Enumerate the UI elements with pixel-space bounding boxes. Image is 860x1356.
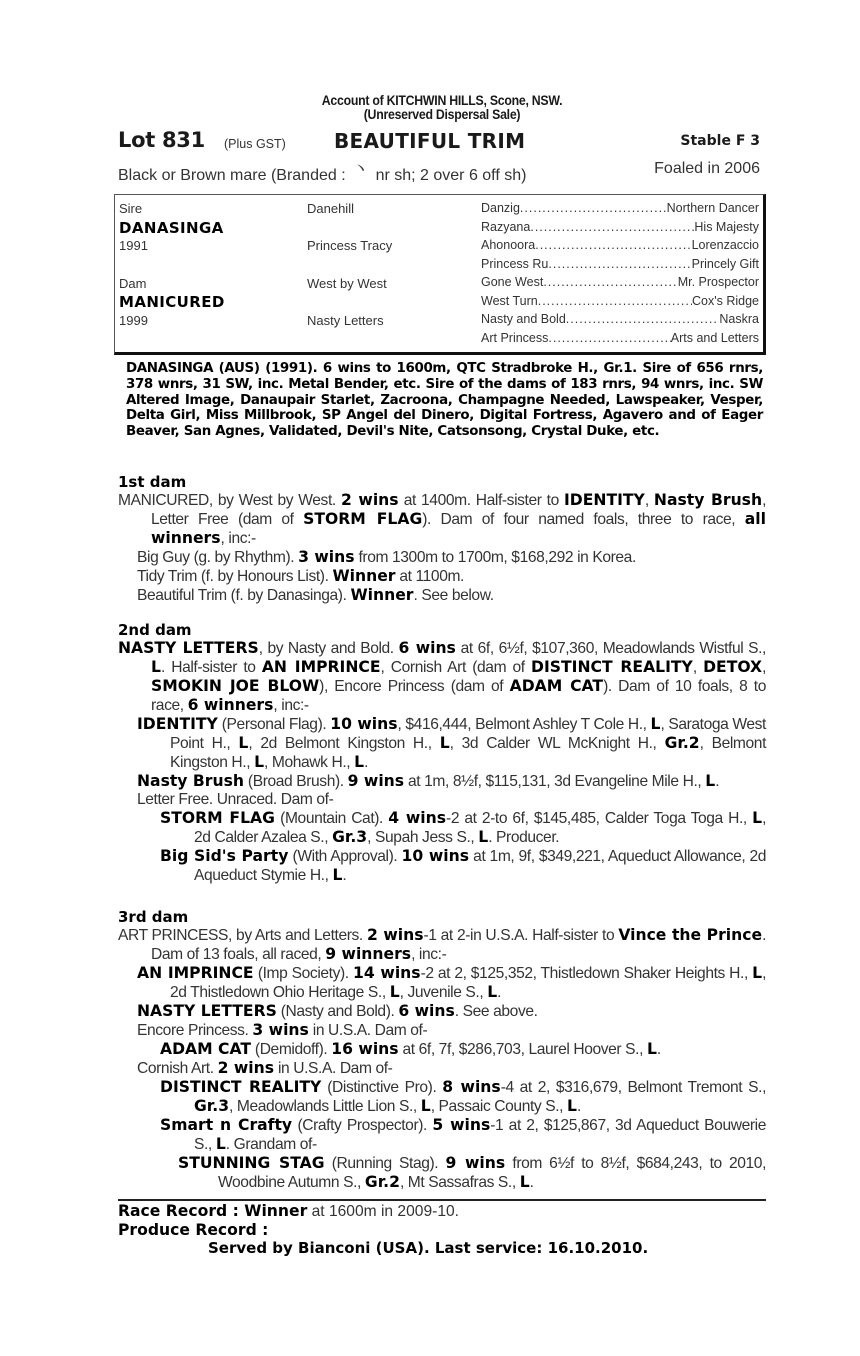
text: (Personal Flag).	[217, 716, 331, 733]
bold-text: L	[254, 753, 265, 771]
race-record-text: at 1600m in 2009-10.	[307, 1203, 459, 1220]
text: (Demidoff).	[250, 1041, 332, 1058]
text: , by Nasty and Bold.	[258, 640, 399, 657]
text: , 2d Thistledown Ohio Heritage S.,	[170, 965, 767, 1001]
text: , inc:-	[411, 946, 447, 963]
bold-text: Winner	[350, 586, 414, 604]
description-prefix: Black or Brown mare (Branded :	[118, 167, 346, 184]
text: (Broad Brush).	[243, 773, 348, 790]
horse-description	[118, 160, 766, 184]
ancestor-row: Nasty and Bold ..... Naskra	[481, 310, 761, 329]
text: , $416,444, Belmont Ashley T Cole H.,	[397, 716, 651, 733]
pedigree-paragraph	[118, 639, 766, 715]
bold-text: 3 wins	[252, 1021, 309, 1039]
foaled-year: Foaled in 2006	[654, 160, 760, 177]
bold-text: ADAM CAT	[160, 1040, 251, 1058]
bold-text: 3 wins	[298, 548, 355, 566]
bold-text: 10 wins	[401, 847, 469, 865]
pedigree-paragraph	[118, 1116, 766, 1154]
text: , Meadowlands Little Lion S.,	[229, 1098, 421, 1115]
section-divider	[118, 1199, 766, 1201]
pedigree-parents-column	[119, 200, 299, 330]
records-block	[118, 1202, 766, 1257]
pedigree-paragraph	[118, 491, 766, 548]
bold-text: 9 winners	[325, 945, 412, 963]
dam-label: Dam	[119, 275, 147, 291]
brand-mark-icon: ⼂	[352, 160, 370, 179]
text: , Passaic County S.,	[430, 1098, 568, 1115]
text: ). Dam of four named foals, three to race,	[422, 511, 745, 528]
ancestor-row: Princess Ru ..... Princely Gift	[481, 255, 761, 274]
vendor-line: Account of KITCHWIN HILLS, Scone, NSW.	[321, 92, 563, 108]
text: .	[497, 984, 502, 1001]
text: . See above.	[454, 1003, 538, 1020]
ancestor-row: Ahonoora ..... Lorenzaccio	[481, 236, 761, 255]
sire-summary: DANASINGA (AUS) (1991). 6 wins to 1600m, QTC Stradbroke H., Gr.1. Sire of 656 rnrs, 378 wnrs, 31 SW, inc. Metal Bender, etc. Sire of the dams of 183 rnrs, 94 wnrs, inc. SW Altered Image, Danaupair Starlet, Zacroona, Champagne Needed, Lawspeaker, Vesper, Delta Girl, Miss Millbrook, SP Angel del Dinero, Digital Fortress, Agavero and of Eager Beaver, San Agnes, Validated, Devil's Nite, Catsonsong, Crystal Duke, etc.	[126, 361, 763, 440]
text: -1 at 2-in U.S.A. Half-sister to	[423, 927, 619, 944]
produce-record-label: Produce Record :	[118, 1221, 269, 1239]
bold-text: NASTY LETTERS	[118, 639, 259, 657]
text: .	[342, 867, 347, 884]
text: .	[529, 1174, 534, 1191]
text: , 2d Calder Azalea S.,	[194, 810, 766, 846]
bold-text: DISTINCT REALITY	[531, 658, 693, 676]
pedigree-paragraph	[118, 1002, 766, 1021]
section-heading: 2nd dam	[118, 621, 192, 639]
dam-year: 1999	[119, 312, 148, 328]
description-suffix: nr sh; 2 over 6 off sh)	[375, 167, 527, 184]
pedigree-paragraph	[118, 847, 766, 885]
text: .	[656, 1041, 661, 1058]
text: Letter Free. Unraced. Dam of-	[137, 791, 334, 808]
text: .	[364, 754, 369, 771]
sire-label: Sire	[119, 201, 143, 216]
bold-text: Gr.3	[332, 828, 368, 846]
bold-text: 2 wins	[217, 1059, 275, 1077]
text: , Supah Jess S.,	[367, 829, 479, 846]
bold-text: L	[646, 1040, 657, 1058]
text: -1 at 2, $125,867, 3d Aqueduct Bouwerie S.,	[194, 1117, 766, 1153]
bold-text: Big Sid's Party	[160, 847, 289, 865]
section-heading: 3rd dam	[118, 908, 189, 926]
ancestor-row: Razyana ..... His Majesty	[481, 218, 761, 237]
bold-text: IDENTITY	[564, 491, 645, 509]
bold-text: L	[705, 772, 716, 790]
bold-text: 9 wins	[445, 1154, 506, 1172]
bold-text: Vince the Prince	[618, 926, 763, 944]
bold-text: 4 wins	[388, 809, 447, 827]
gst-note: (Plus GST)	[224, 137, 286, 151]
pedigree-paragraph	[118, 715, 766, 772]
pedigree-table	[114, 194, 766, 355]
text: (Mountain Cat).	[274, 810, 389, 827]
bold-text: L	[439, 734, 450, 752]
text: , 2d Belmont Kingston H.,	[248, 735, 440, 752]
bold-text: NASTY LETTERS	[137, 1002, 277, 1020]
ancestor-row: Gone West ..... Mr. Prospector	[481, 273, 761, 292]
text: , Belmont Kingston H.,	[170, 735, 767, 771]
bold-text: Winner	[332, 567, 396, 585]
text: -4 at 2, $316,679, Belmont Tremont S.,	[500, 1079, 767, 1096]
bold-text: AN IMPRINCE	[261, 658, 381, 676]
bold-text: L	[519, 1173, 530, 1191]
text: ,	[762, 659, 766, 676]
pedigree-paragraph	[118, 791, 766, 809]
pedigree-great-grandparents-column	[481, 199, 761, 347]
service-note: Served by Bianconi (USA). Last service: 16.10.2010.	[208, 1239, 649, 1257]
text: ,	[644, 492, 654, 509]
text: ). Dam of 10 foals, 8 to race,	[151, 678, 766, 714]
second-dam-section	[118, 622, 766, 885]
bold-text: 5 wins	[432, 1116, 491, 1134]
text: Cornish Art.	[137, 1060, 218, 1077]
text: ART PRINCESS, by Arts and Letters.	[118, 927, 367, 944]
sale-type-line: (Unreserved Dispersal Sale)	[363, 106, 521, 122]
sire-name: DANASINGA	[119, 218, 224, 237]
section-body	[118, 926, 766, 1192]
bold-text: Nasty Brush	[137, 772, 244, 790]
text: at 1400m. Half-sister to	[398, 492, 564, 509]
bold-text: L	[752, 964, 763, 982]
pedigree-paragraph	[118, 586, 766, 605]
text: , Saratoga West Point H.,	[170, 716, 766, 752]
bold-text: 6 wins	[398, 639, 456, 657]
text: , inc:-	[220, 530, 256, 547]
bold-text: 8 wins	[442, 1078, 501, 1096]
bold-text: 16 wins	[331, 1040, 399, 1058]
pedigree-paragraph	[118, 964, 766, 1002]
text: (Nasty and Bold).	[276, 1003, 399, 1020]
lot-number: Lot 831	[118, 128, 205, 152]
dam-name: MANICURED	[119, 293, 225, 311]
text: , Juvenile S.,	[399, 984, 488, 1001]
bold-text: L	[567, 1097, 577, 1115]
bold-text: Gr.2	[664, 734, 700, 752]
text: -2 at 2, $125,352, Thistledown Shaker Heights H.,	[420, 965, 753, 982]
bold-text: SMOKIN JOE BLOW	[151, 677, 320, 695]
text: , Mt Sassafras S.,	[399, 1174, 520, 1191]
bold-text: 2 wins	[366, 926, 424, 944]
sire-sire: Danehill	[307, 201, 354, 216]
bold-text: 14 wins	[352, 964, 421, 982]
text: (Crafty Prospector).	[292, 1117, 433, 1134]
text: , Cornish Art (dam of	[380, 659, 532, 676]
bold-text: L	[650, 715, 661, 733]
bold-text: L	[752, 809, 763, 827]
lot-heading	[118, 128, 766, 156]
text: from 1300m to 1700m, $168,292 in Korea.	[354, 549, 636, 566]
pedigree-paragraph	[118, 926, 766, 964]
text: .	[576, 1098, 581, 1115]
pedigree-paragraph	[118, 1021, 766, 1040]
bold-text: 6 winners	[187, 696, 274, 714]
text: Tidy Trim (f. by Honours List).	[137, 568, 333, 585]
bold-text: 10 wins	[330, 715, 398, 733]
pedigree-paragraph	[118, 1059, 766, 1078]
text: (Imp Society).	[253, 965, 353, 982]
text: . Grandam of-	[225, 1136, 317, 1153]
pedigree-paragraph	[118, 772, 766, 791]
text: Big Guy (g. by Rhythm).	[137, 549, 299, 566]
bold-text: L	[151, 658, 161, 676]
bold-text: DETOX	[703, 658, 763, 676]
horse-name: BEAUTIFUL TRIM	[334, 129, 526, 153]
bold-text: 2 wins	[340, 491, 399, 509]
text: .	[715, 773, 720, 790]
text: (With Approval).	[288, 848, 402, 865]
text: (Distinctive Pro).	[321, 1079, 443, 1096]
stable-location: Stable F 3	[680, 133, 760, 149]
text: at 1m, 9f, $349,221, Aqueduct Allowance, 2d Aqueduct Stymie H.,	[194, 848, 767, 884]
bold-text: STUNNING STAG	[178, 1154, 325, 1172]
pedigree-paragraph	[118, 1154, 766, 1192]
ancestor-row: Art Princess ..... Arts and Letters	[481, 329, 761, 348]
bold-text: L	[420, 1097, 431, 1115]
first-dam-section	[118, 474, 766, 605]
bold-text: L	[215, 1135, 226, 1153]
text: , 3d Calder WL McKnight H.,	[449, 735, 665, 752]
text: Beautiful Trim (f. by Danasinga).	[137, 587, 351, 604]
bold-text: L	[354, 753, 365, 771]
bold-text: STORM FLAG	[160, 809, 275, 827]
text: . Dam of 13 foals, all raced,	[151, 927, 767, 963]
bold-text: AN IMPRINCE	[137, 964, 254, 982]
text: . See below.	[413, 587, 494, 604]
bold-text: L	[487, 983, 498, 1001]
bold-text: L	[478, 828, 489, 846]
pedigree-paragraph	[118, 567, 766, 586]
section-heading: 1st dam	[118, 473, 187, 491]
text: at 1100m.	[395, 568, 464, 585]
pedigree-grandparents-column	[307, 200, 467, 330]
bold-text: Nasty Brush	[653, 491, 763, 509]
bold-text: Gr.3	[194, 1097, 230, 1115]
text: ,	[692, 659, 704, 676]
text: from 6½f to 8½f, $684,243, to 2010, Woodbine Autumn S.,	[218, 1155, 767, 1191]
race-record-label: Race Record : Winner	[118, 1202, 308, 1220]
pedigree-paragraph	[118, 809, 766, 847]
bold-text: 6 wins	[398, 1002, 455, 1020]
text: MANICURED, by West by West.	[118, 492, 341, 509]
text: . Producer.	[488, 829, 560, 846]
text: ), Encore Princess (dam of	[319, 678, 510, 695]
pedigree-paragraph	[118, 1040, 766, 1059]
text: at 1m, 8½f, $115,131, 3d Evangeline Mile H.,	[404, 773, 706, 790]
bold-text: L	[332, 866, 343, 884]
text: , Mohawk H.,	[264, 754, 355, 771]
bold-text: L	[389, 983, 400, 1001]
text: Encore Princess.	[137, 1022, 253, 1039]
sire-dam: Princess Tracy	[307, 238, 393, 253]
text: (Running Stag).	[324, 1155, 446, 1172]
race-record	[118, 1202, 766, 1221]
pedigree-paragraph	[118, 1078, 766, 1116]
text: in U.S.A. Dam of-	[274, 1060, 393, 1077]
bold-text: ADAM CAT	[509, 677, 604, 695]
text: . Half-sister to	[160, 659, 262, 676]
sire-year: 1991	[119, 238, 148, 253]
bold-text: 9 wins	[347, 772, 405, 790]
dam-dam: Nasty Letters	[307, 312, 384, 328]
text: -2 at 2-to 6f, $145,485, Calder Toga Toga H.,	[446, 810, 753, 827]
bold-text: DISTINCT REALITY	[160, 1078, 322, 1096]
bold-text: STORM FLAG	[303, 510, 423, 528]
text: , inc:-	[273, 697, 309, 714]
ancestor-row: West Turn ..... Cox's Ridge	[481, 292, 761, 311]
text: , Letter Free (dam of	[151, 492, 766, 528]
section-body	[118, 491, 766, 605]
bold-text: Gr.2	[364, 1173, 400, 1191]
text: at 6f, 6½f, $107,360, Meadowlands Wistful S.,	[455, 640, 766, 657]
ancestor-row: Danzig ..... Northern Dancer	[481, 199, 761, 218]
section-body	[118, 639, 766, 885]
third-dam-section	[118, 909, 766, 1192]
text: at 6f, 7f, $286,703, Laurel Hoover S.,	[398, 1041, 647, 1058]
bold-text: IDENTITY	[137, 715, 218, 733]
dam-sire: West by West	[307, 275, 387, 291]
bold-text: all winners	[151, 510, 766, 547]
bold-text: Smart n Crafty	[160, 1116, 293, 1134]
bold-text: L	[238, 734, 249, 752]
text: in U.S.A. Dam of-	[308, 1022, 428, 1039]
pedigree-paragraph	[118, 548, 766, 567]
vendor-account	[157, 93, 727, 121]
